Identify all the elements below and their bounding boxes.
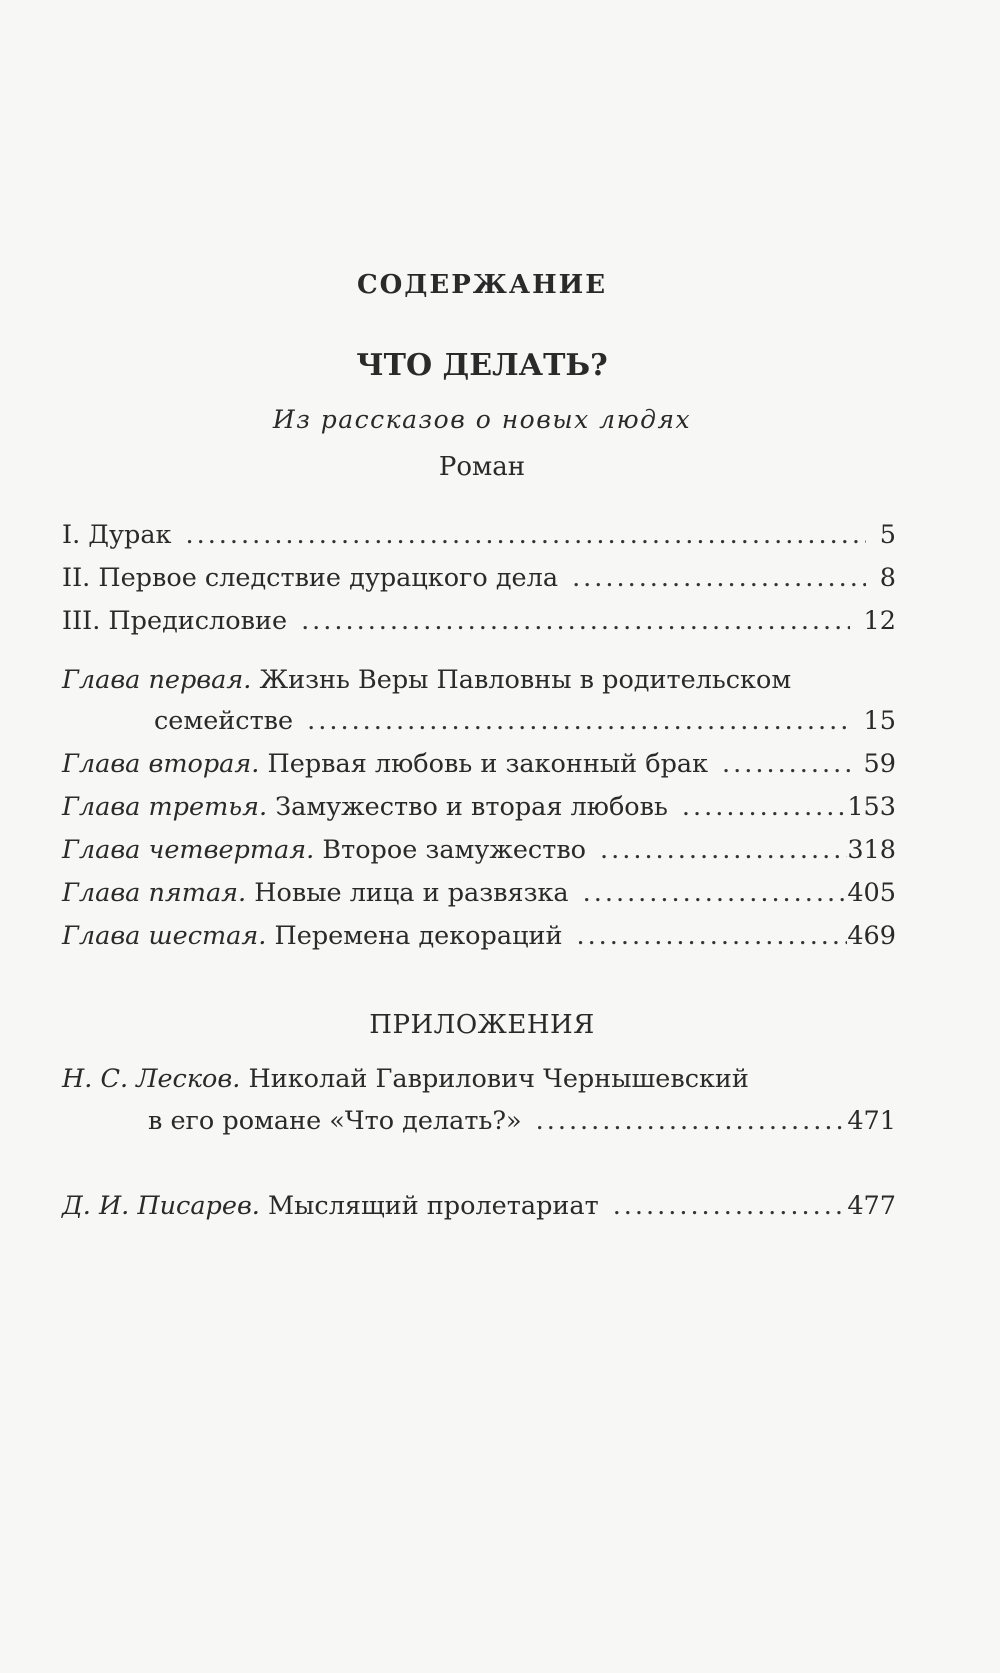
- contents-heading: СОДЕРЖАНИЕ: [356, 270, 608, 300]
- chapter-title: Первая любовь и законный брак: [267, 749, 709, 779]
- leader-dots: [600, 835, 847, 865]
- leader-dots: [583, 878, 848, 908]
- toc-entry: [62, 792, 896, 828]
- toc-entry-label: I. Дурак: [62, 520, 172, 550]
- toc-entry-page: 59: [863, 749, 896, 779]
- appendices-heading: ПРИЛОЖЕНИЯ: [369, 1010, 595, 1040]
- toc-entry: [62, 749, 896, 785]
- toc-entry-label: II. Первое следствие дурацкого дела: [62, 563, 559, 593]
- toc-entry: [62, 1191, 896, 1227]
- toc-entry-page: 15: [863, 706, 896, 736]
- toc-entry: [62, 921, 896, 957]
- toc-entry: [62, 520, 896, 556]
- book-genre: Роман: [438, 452, 526, 482]
- leader-dots: [572, 563, 866, 593]
- toc-entry: [62, 606, 896, 642]
- toc-entry: [154, 706, 896, 742]
- leader-dots: [682, 792, 847, 822]
- leader-dots: [613, 1191, 848, 1221]
- appendix-author: Н. С. Лесков.: [62, 1064, 241, 1094]
- appendix-title-line2: в его романе «Что делать?»: [148, 1106, 522, 1136]
- book-subtitle: Из рассказов о новых людях: [272, 405, 692, 434]
- toc-entry-page: 8: [879, 563, 896, 593]
- book-title: ЧТО ДЕЛАТЬ?: [356, 348, 608, 383]
- leader-dots: [576, 921, 847, 951]
- appendix-author: Д. И. Писарев.: [62, 1191, 260, 1221]
- appendix-line1: [62, 1064, 749, 1094]
- chapter-prefix: Глава вторая.: [62, 749, 260, 779]
- toc-entry-page: 477: [847, 1191, 896, 1221]
- chapter-title: Перемена декораций: [274, 921, 563, 951]
- toc-entry-page: 153: [847, 792, 896, 822]
- chapter-title-line2: семействе: [154, 706, 294, 736]
- appendix-title-line1: Николай Гаврилович Чернышевский: [248, 1064, 749, 1094]
- chapter-title: Второе замужество: [322, 835, 587, 865]
- chapter-prefix: Глава шестая.: [62, 921, 267, 951]
- leader-dots: [185, 520, 865, 550]
- toc-entry-page: 318: [847, 835, 896, 865]
- chapter-title: Замужество и вторая любовь: [275, 792, 668, 822]
- toc-entry: [148, 1106, 896, 1142]
- leader-dots: [536, 1106, 848, 1136]
- toc-entry: [62, 835, 896, 871]
- toc-entry-page: 405: [847, 878, 896, 908]
- leader-dots: [307, 706, 849, 736]
- toc-entry-page: 469: [847, 921, 896, 951]
- chapter-title-line1: Жизнь Веры Павловны в родительском: [259, 665, 792, 695]
- chapter-prefix: Глава пятая.: [62, 878, 247, 908]
- chapter-prefix: Глава третья.: [62, 792, 268, 822]
- toc-entry: [62, 563, 896, 599]
- chapter-title: Новые лица и развязка: [254, 878, 569, 908]
- toc-entry: [62, 878, 896, 914]
- toc-entry-page: 471: [847, 1106, 896, 1136]
- toc-chapter-line1: [62, 665, 791, 695]
- appendix-title: Мыслящий пролетариат: [268, 1191, 599, 1221]
- toc-entry-page: 12: [863, 606, 896, 636]
- leader-dots: [301, 606, 849, 636]
- leader-dots: [722, 749, 850, 779]
- toc-entry-label: III. Предисловие: [62, 606, 288, 636]
- chapter-prefix: Глава четвертая.: [62, 835, 315, 865]
- chapter-prefix: Глава первая.: [62, 665, 252, 695]
- toc-entry-page: 5: [879, 520, 896, 550]
